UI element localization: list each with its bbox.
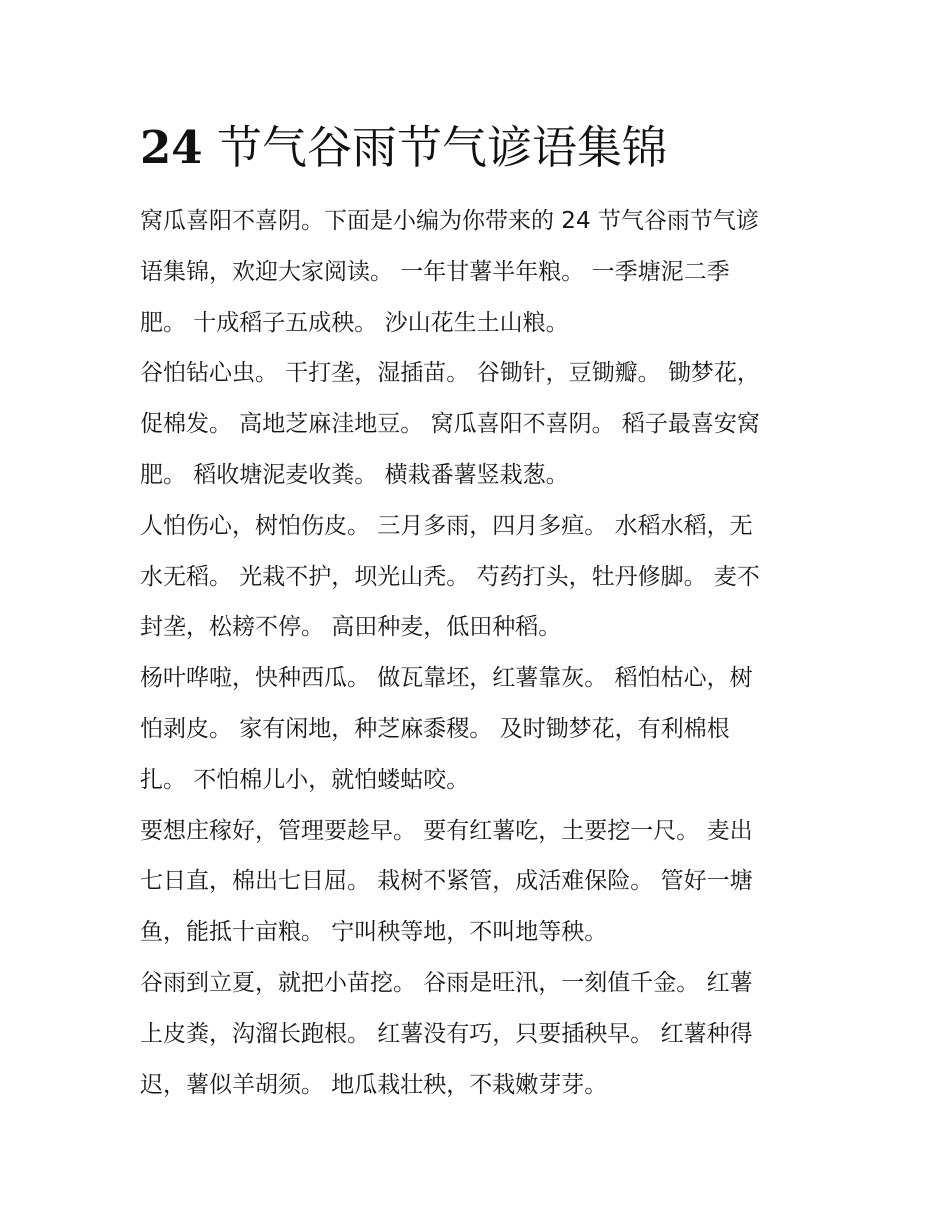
paragraph-5 [140,806,810,958]
paragraph-1 [140,196,810,348]
paragraph-line: 怕剥皮。 家有闲地，种芝麻黍稷。 及时锄梦花，有利棉根 [140,715,730,742]
paragraph-line: 语集锦，欢迎大家阅读。 一年甘薯半年粮。 一季塘泥二季 [140,258,730,285]
paragraph-line: 上皮粪，沟溜长跑根。 红薯没有巧，只要插秧早。 红薯种得 [140,1020,753,1047]
document-body [140,196,810,1110]
title-text: 节气谷雨节气谚语集锦 [216,121,667,174]
paragraph-line: 封垄，松耪不停。 高田种麦，低田种稻。 [140,614,562,641]
document-title [140,118,840,178]
paragraph-line: 鱼，能抵十亩粮。 宁叫秧等地，不叫地等秧。 [140,919,608,946]
paragraph-line: 肥。 稻收塘泥麦收粪。 横栽番薯竖栽葱。 [140,461,569,488]
paragraph-line: 要想庄稼好，管理要趁早。 要有红薯吃，土要挖一尺。 麦出 [140,817,753,844]
paragraph-line: 促棉发。 高地芝麻洼地豆。 窝瓜喜阳不喜阴。 稻子最喜安窝 [140,411,760,438]
paragraph-line: 窝瓜喜阳不喜阴。下面是小编为你带来的 24 节气谷雨节气谚 [140,208,759,234]
paragraph-line: 水无稻。 光栽不护，坝光山秃。 芍药打头，牡丹修脚。 麦不 [140,563,760,590]
paragraph-2 [140,348,810,500]
paragraph-line: 扎。 不怕棉儿小，就怕蝼蛄咬。 [140,766,470,793]
paragraph-line: 人怕伤心，树怕伤皮。 三月多雨，四月多疸。 水稻水稻，无 [140,512,753,539]
paragraph-3 [140,501,810,653]
paragraph-line: 七日直，棉出七日屈。 栽树不紧管，成活难保险。 管好一塘 [140,868,753,895]
paragraph-line: 杨叶哗啦，快种西瓜。 做瓦靠坯，红薯靠灰。 稻怕枯心，树 [140,665,753,692]
paragraph-4 [140,653,810,805]
paragraph-line: 迟，薯似羊胡须。 地瓜栽壮秧，不栽嫩芽芽。 [140,1071,608,1098]
paragraph-6 [140,958,810,1110]
paragraph-line: 肥。 十成稻子五成秧。 沙山花生土山粮。 [140,309,569,336]
title-number: 24 [140,121,203,174]
paragraph-line: 谷怕钻心虫。 干打垄，湿插苗。 谷锄针，豆锄瓣。 锄梦花， [140,360,760,387]
paragraph-line: 谷雨到立夏，就把小苗挖。 谷雨是旺汛，一刻值千金。 红薯 [140,969,753,996]
